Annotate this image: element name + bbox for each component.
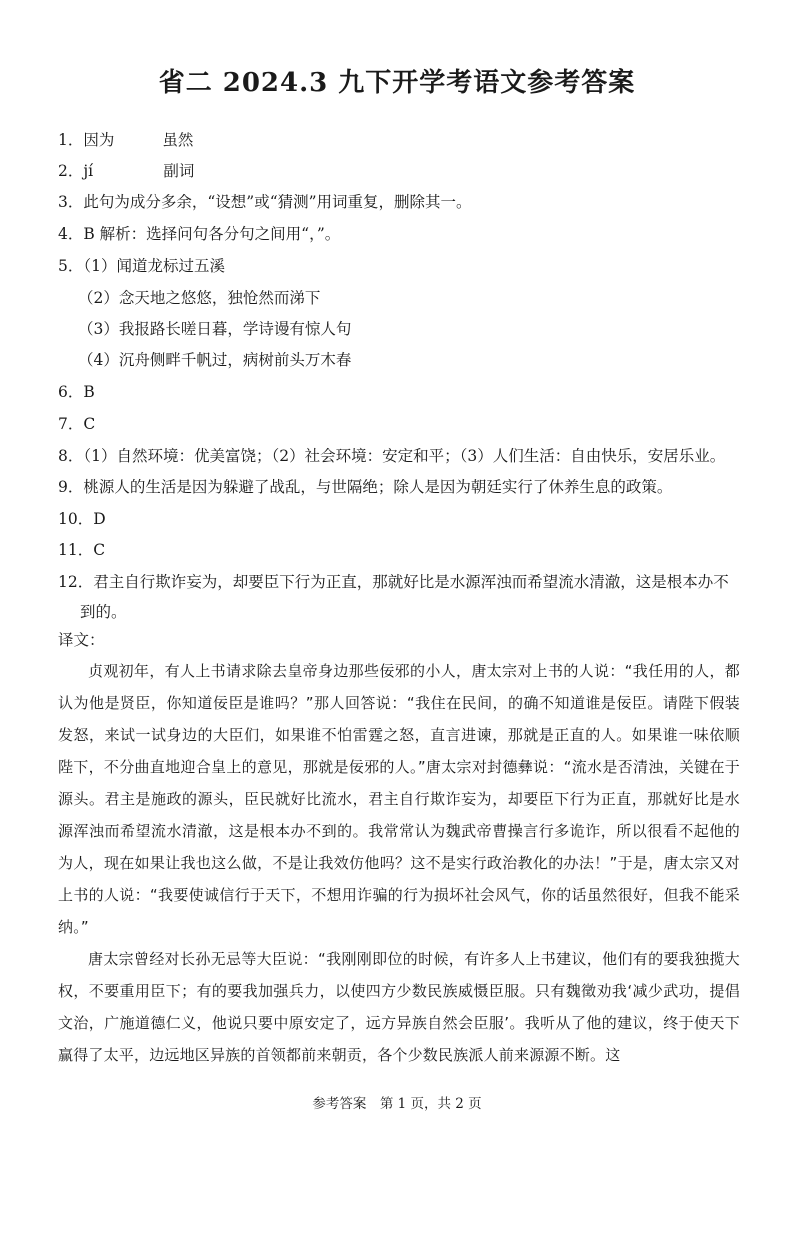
answer-5-item-3: （3）我报路长嗟日暮，学诗谩有惊人句 — [78, 320, 352, 338]
answer-12-continuation: 到的。 — [80, 603, 127, 621]
answer-3: 3．此句为成分多余，“设想”或“猜测”用词重复，删除其一。 — [58, 193, 472, 211]
answer-2-number: 2． — [58, 162, 84, 180]
translation-label: 译文： — [58, 631, 105, 649]
answer-1-first: 因为 — [83, 131, 115, 149]
answer-11: 11．C — [58, 541, 106, 559]
translation-paragraph-2: 唐太宗曾经对长孙无忌等大臣说：“我刚刚即位的时候，有许多人上书建议，他们有的要我独揽大权，不要重用臣下；有的要我加强兵力，以使四方少数民族威慑臣服。只有魏徵劝我‘减少武功，提倡文治，广施道德仁义，他说只要中原安定了，远方异族自然会臣服’。我听从了他的建议，终于使天下赢得了太平，边远地区异族的首领都前来朝贡，各个少数民族派人前来源源不断。这 — [58, 950, 740, 1064]
answer-6: 6．B — [58, 383, 95, 401]
answer-5-item-4: （4）沉舟侧畔千帆过，病树前头万木春 — [78, 351, 352, 369]
answer-1 — [58, 128, 193, 150]
answer-7: 7．C — [58, 415, 96, 433]
answer-4: 4．B 解析：选择问句各分句之间用“，”。 — [58, 225, 341, 243]
translation-paragraph-1: 贞观初年，有人上书请求除去皇帝身边那些佞邪的小人，唐太宗对上书的人说：“我任用的人，都认为他是贤臣，你知道佞臣是谁吗？”那人回答说：“我住在民间，的确不知道谁是佞臣。请陛下假装发怒，来试一试身边的大臣们，如果谁不怕雷霆之怒，直言进谏，那就是正直的人。如果谁一味依顺陛下，不分曲直地迎合皇上的意见，那就是佞邪的人。”唐太宗对封德彝说：“流水是否清浊，关键在于源头。君主是施政的源头，臣民就好比流水，君主自行欺诈妄为，却要臣下行为正直，那就好比是水源浑浊而希望流水清澈，这是根本办不到的。我常常认为魏武帝曹操言行多诡诈，所以很看不起他的为人，现在如果让我也这么做，不是让我效仿他吗？这不是实行政治教化的办法！”于是，唐太宗又对上书的人说：“我要使诚信行于天下，不想用诈骗的行为损坏社会风气，你的话虽然很好，但我不能采纳。” — [58, 662, 740, 936]
answer-12: 12．君主自行欺诈妄为，却要臣下行为正直，那就好比是水源浑浊而希望流水清澈，这是根本办不 — [58, 573, 729, 591]
answer-5-item-2: （2）念天地之悠悠，独怆然而涕下 — [78, 289, 321, 307]
page-footer: 参考答案 第 1 页，共 2 页 — [312, 1096, 482, 1112]
answer-1-number: 1． — [58, 131, 84, 149]
answer-5: 5．（1）闻道龙标过五溪 — [58, 257, 225, 275]
answer-2-second: 副词 — [163, 162, 195, 180]
answer-9: 9．桃源人的生活是因为躲避了战乱，与世隔绝；除人是因为朝廷实行了休养生息的政策。 — [58, 478, 673, 496]
answer-1-second: 虽然 — [162, 131, 194, 149]
answer-2-first: jí — [83, 162, 94, 180]
answer-8: 8．（1）自然环境：优美富饶；（2）社会环境：安定和平；（3）人们生活：自由快乐，安居乐业。 — [58, 447, 726, 465]
answer-2 — [58, 159, 194, 181]
answer-10: 10．D — [58, 510, 106, 528]
page-title: 省二 2024.3 九下开学考语文参考答案 — [158, 68, 636, 98]
